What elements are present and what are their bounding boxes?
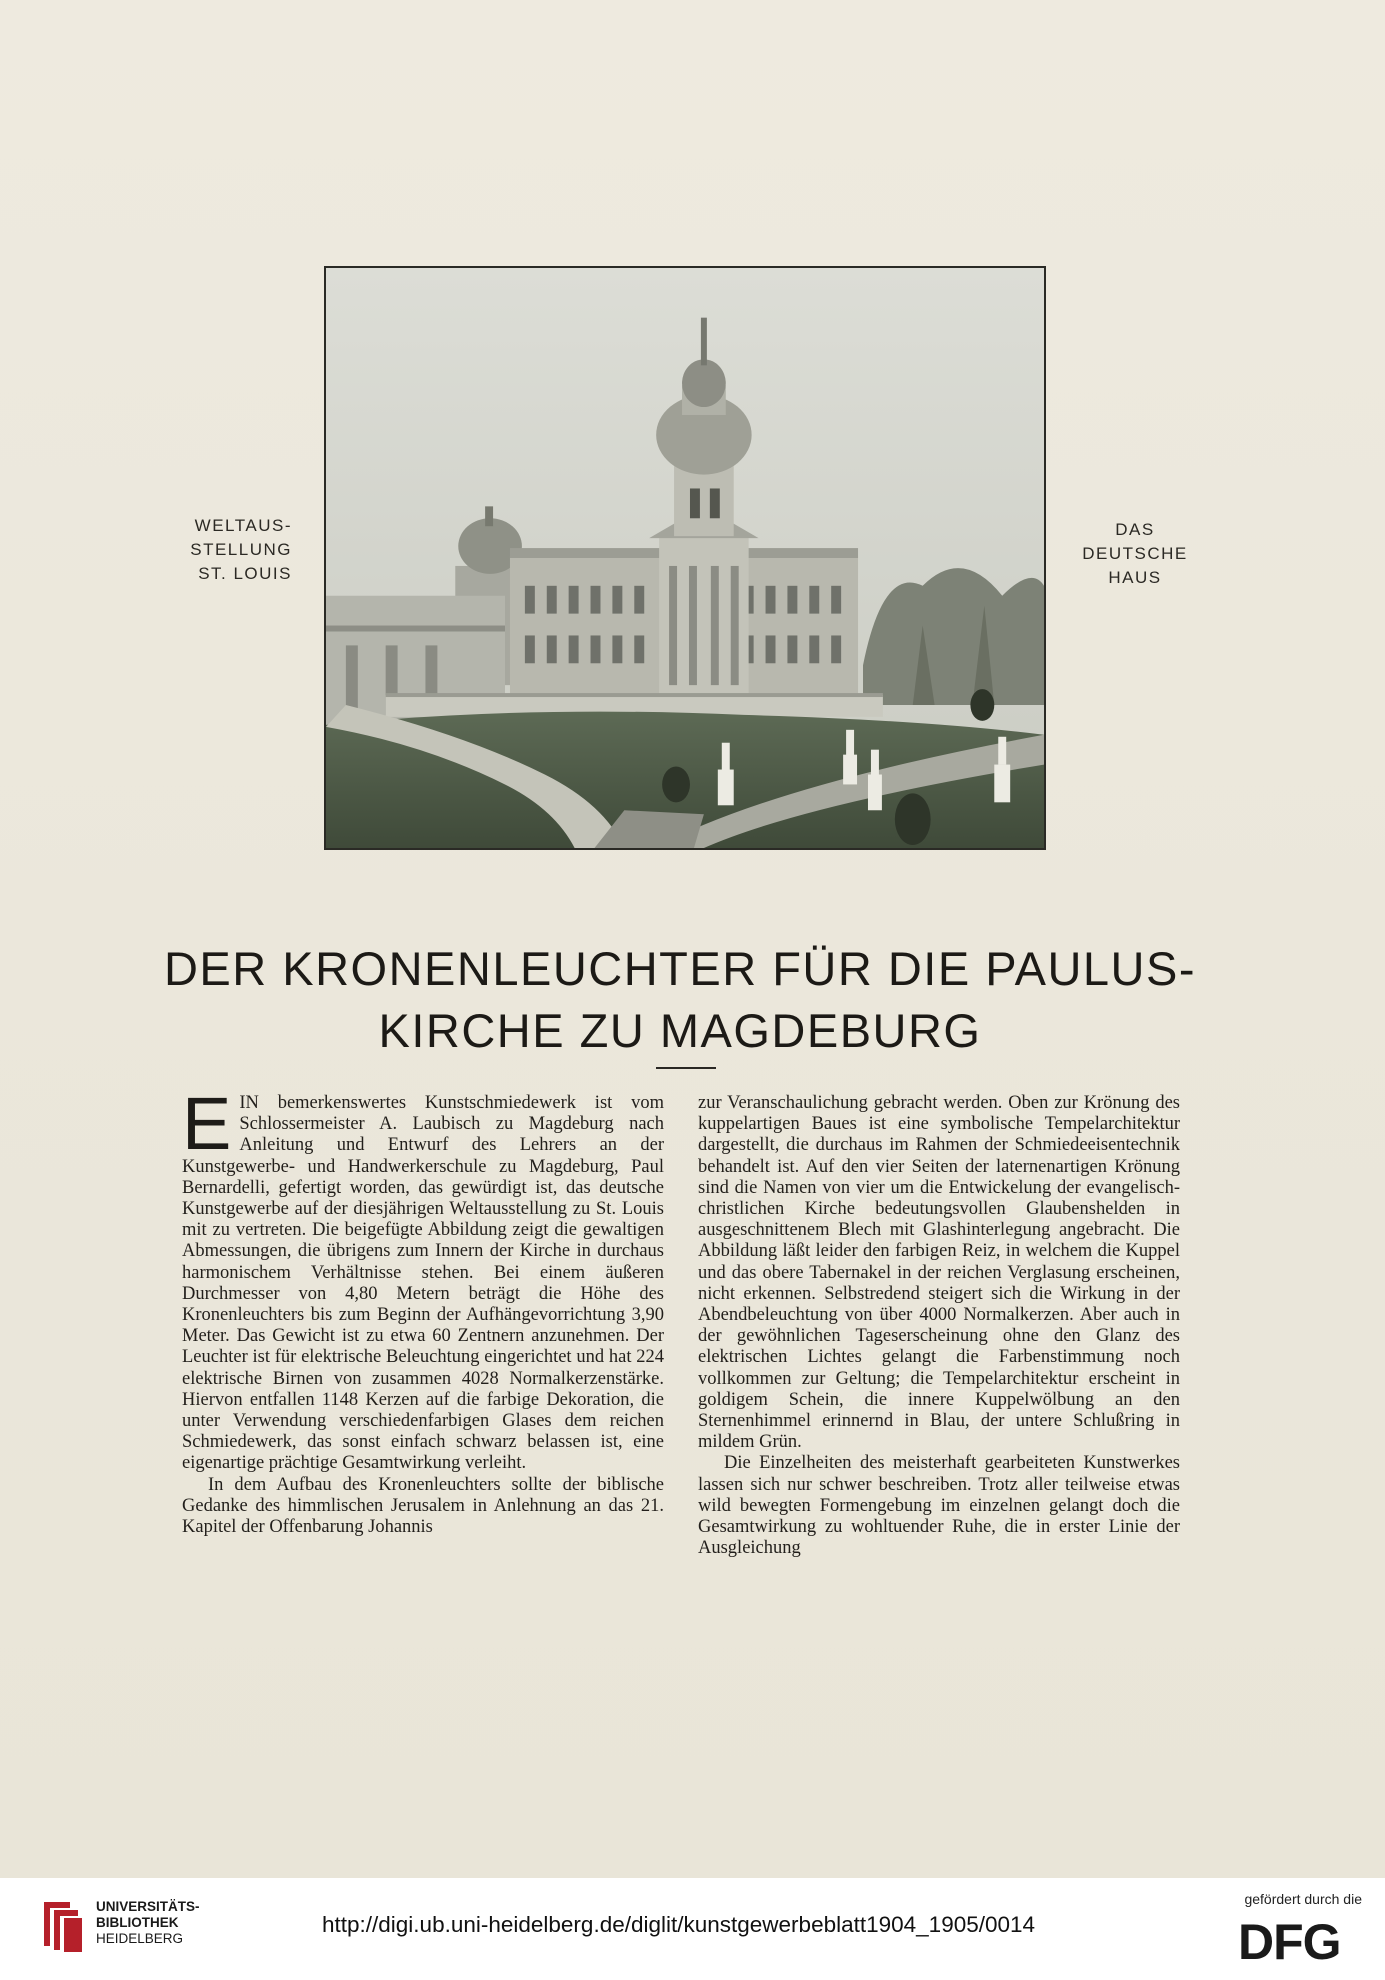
caption-right: DAS DEUTSCHE HAUS <box>1082 520 1188 587</box>
drop-cap: E <box>182 1082 232 1165</box>
library-name-line-1: UNIVERSITÄTS- <box>96 1899 200 1914</box>
paragraph: zur Veranschaulichung gebracht werden. Oben zur Krönung des kuppelartigen Baues ist eine symbolische Tempelarchitektur dargestellt, die durchaus im Rahmen der Schmiedeeisentechnik behandelt ist. Auf den vier Seiten der laternenartigen Krönung sind die Namen von vier um die Entwickelung der evangelisch-christlichen Kirche bedeutungsvollen Glaubenshelden in ausgeschnittenem Blech mit Glashinterlegung angebracht. Die Abbildung läßt leider den farbigen Reiz, in welchem die Kuppel und das obere Tabernakel in der reichen Verglasung erscheinen, nicht erkennen. Selbstredend steigert sich die Wirkung in der Abendbeleuchtung von über 4000 Normalkerzen. Aber auch in der gewöhnlichen Tageserscheinung ohne den Glanz des elektrischen Lichtes gelangt die Farbenstimmung noch vollkommen zur Geltung; die Tempelarchitektur erscheint in goldigem Schein, die innere Kuppelwölbung an den Sternenhimmel erinnernd in Blau, der untere Schlußring in mildem Grün. <box>698 1093 1180 1453</box>
caption-left: WELTAUS- STELLUNG ST. LOUIS <box>190 516 292 583</box>
photograph-german-house <box>324 266 1046 850</box>
photo-illustration <box>326 268 1044 848</box>
paragraph: Die Einzelheiten des meisterhaft gearbeiteten Kunstwerkes lassen sich nur schwer beschreiben. Trotz aller teilweise etwas wild bewegten Formengebung im einzelnen gelangt doch die Gesamtwirkung zu wohltuender Ruhe, die in erster Linie der Ausgleichung <box>698 1453 1180 1559</box>
paragraph <box>182 1082 664 1475</box>
article-title <box>150 938 1210 1062</box>
digitization-footer <box>0 1878 1385 1980</box>
source-url-link[interactable]: http://digi.ub.uni-heidelberg.de/diglit/kunstgewerbeblatt1904_1905/0014 <box>322 1912 1036 1937</box>
paragraph: In dem Aufbau des Kronenleuchters sollte der biblische Gedanke des himmlischen Jerusalem in Anlehnung an das 21. Kapitel der Offenbarung Johannis <box>182 1474 664 1538</box>
library-name <box>96 1899 200 1947</box>
article-title-line-2: KIRCHE ZU MAGDEBURG <box>378 1004 982 1057</box>
text-column-right <box>698 1093 1180 1559</box>
library-name-line-2: BIBLIOTHEK <box>96 1915 179 1930</box>
text-column-left <box>182 1082 664 1538</box>
library-name-line-3: HEIDELBERG <box>96 1931 184 1946</box>
funding-label: gefördert durch die <box>1244 1891 1362 1907</box>
paragraph-text: IN bemerkenswertes Kunstschmiedewerk ist vom Schlossermeister A. Laubisch zu Magdeburg nach Anleitung und Entwurf des Lehrers an der Kunstgewerbe- und Handwerkerschule zu Magdeburg, Paul Bernardelli, gefertigt worden, das gewürdigt ist, das deutsche Kunstgewerbe auf der diesjährigen Weltausstellung zu St. Louis mit zu vertreten. Die beigefügte Abbildung zeigt die gewaltigen Abmessungen, die übrigens zum Innern der Kirche in durchaus harmonischem Verhältnisse stehen. Bei einem äußeren Durchmesser von 4,80 Metern beträgt die Höhe des Kronenleuchters bis zum Beginn der Aufhängevorrichtung 3,90 Meter. Das Gewicht ist zu etwa 60 Zentnern anzunehmen. Der Leuchter ist für elektrische Beleuchtung eingerichtet und hat 224 elektrische Birnen von zusammen 4028 Normalkerzenstärke. Hiervon entfallen 1148 Kerzen auf die farbige Dekoration, die unter Verwendung verschiedenfarbigen Glases dem reichen Schmiedewerk, das sonst einfach schwarz belassen ist, eine eigenartige prächtige Gesamtwirkung verleiht. <box>182 1093 664 1474</box>
title-divider <box>656 1067 716 1069</box>
dfg-logo: DFG <box>1238 1914 1341 1970</box>
article-title-line-1: DER KRONENLEUCHTER FÜR DIE PAULUS- <box>163 942 1197 995</box>
library-logo-icon <box>44 1896 84 1954</box>
